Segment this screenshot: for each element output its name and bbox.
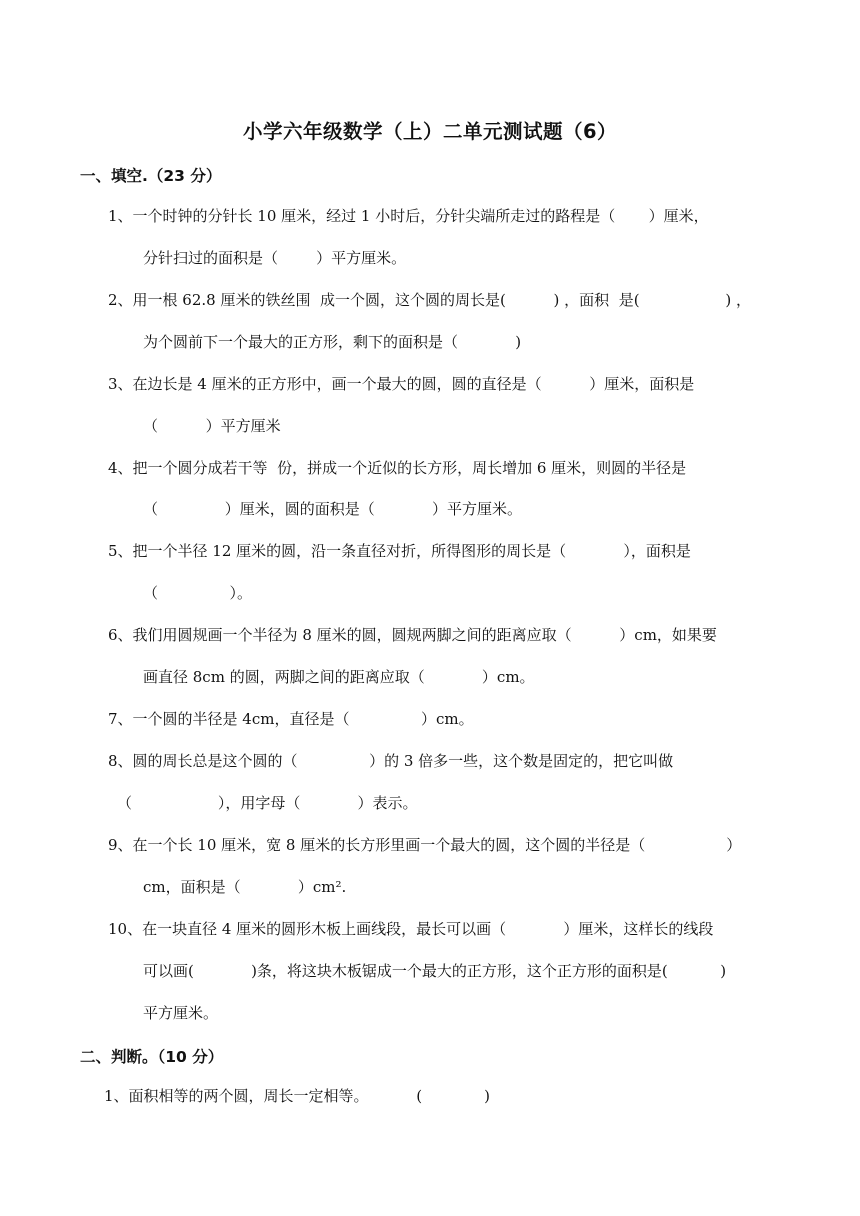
question-10-line-1: 10、在一块直径 4 厘米的圆形木板上画线段，最长可以画（ ）厘米，这样长的线段 [108,920,714,938]
section-heading-true-false: 二、判断。（10 分） [80,1048,224,1066]
question-3-line-2: （ ）平方厘米 [143,417,281,435]
question-3-line-1: 3、在边长是 4 厘米的正方形中，画一个最大的圆，圆的直径是（ ）厘米，面积是 [108,375,695,393]
question-1-line-2: 分针扫过的面积是（ ）平方厘米。 [143,249,407,267]
question-6-line-2: 画直径 8cm 的圆，两脚之间的距离应取（ ）cm。 [143,668,535,686]
question-10-line-2: 可以画( )条，将这块木板锯成一个最大的正方形，这个正方形的面积是( ) [143,962,727,980]
question-5-line-2: （ ）。 [143,584,253,602]
question-9-line-2: cm，面积是（ ）cm². [143,878,347,896]
question-9-line-1: 9、在一个长 10 厘米，宽 8 厘米的长方形里画一个最大的圆，这个圆的半径是（ ） [108,836,742,854]
question-2-line-1: 2、用一根 62.8 厘米的铁丝围 成一个圆，这个圆的周长是( ) ，面积 是( ) ， [108,291,752,309]
section-heading-fill-in: 一、填空.（23 分） [80,167,222,185]
judgment-question-1: 1、面积相等的两个圆，周长一定相等。 ( ) [104,1087,490,1105]
page-title: 小学六年级数学（上）二单元测试题（6） [242,120,618,143]
question-1-line-1: 1、一个时钟的分针长 10 厘米，经过 1 小时后，分针尖端所走过的路程是（ ）厘米， [108,207,709,225]
question-8-line-2: （ ），用字母（ ）表示。 [117,794,418,812]
question-10-line-3: 平方厘米。 [143,1004,219,1022]
question-8-line-1: 8、圆的周长总是这个圆的（ ）的 3 倍多一些，这个数是固定的，把它叫做 [108,752,674,770]
question-5-line-1: 5、把一个半径 12 厘米的圆，沿一条直径对折，所得图形的周长是（ ），面积是 [108,542,691,560]
question-7-line-1: 7、一个圆的半径是 4cm，直径是（ ）cm。 [108,710,474,728]
question-2-line-2: 为个圆前下一个最大的正方形，剩下的面积是（ ) [143,333,522,351]
question-4-line-1: 4、把一个圆分成若干等 份，拼成一个近似的长方形，周长增加 6 厘米，则圆的半径是 [108,459,687,477]
question-6-line-1: 6、我们用圆规画一个半径为 8 厘米的圆，圆规两脚之间的距离应取（ ）cm，如果要 [108,626,717,644]
question-4-line-2: （ ）厘米，圆的面积是（ ）平方厘米。 [143,500,522,518]
